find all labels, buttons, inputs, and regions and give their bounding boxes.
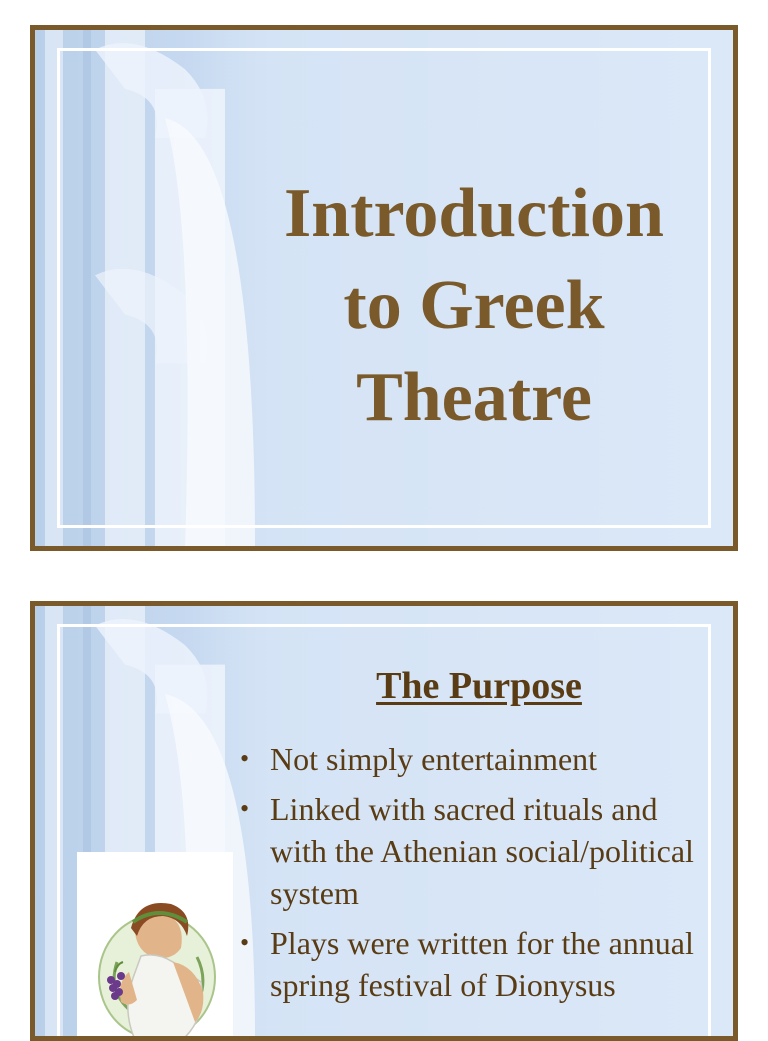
bullet-text: Linked with sacred rituals and with the Athenian social/political system [270, 791, 694, 911]
list-item [240, 788, 713, 914]
bullet-icon: • [240, 928, 250, 957]
title-line: Introduction [284, 175, 664, 252]
bullet-text: Plays were written for the annual spring festival of Dionysus [270, 925, 694, 1003]
title-slide [30, 25, 738, 551]
title-line: to Greek [343, 267, 605, 344]
purpose-slide [30, 601, 738, 1041]
slide-heading: The Purpose [376, 665, 582, 707]
bullet-icon: • [240, 744, 250, 773]
title-line: Theatre [356, 359, 592, 436]
bullet-list [240, 738, 713, 1014]
slide-title [245, 168, 703, 444]
dionysus-figure-icon [77, 852, 233, 1041]
list-item [240, 922, 713, 1006]
bullet-icon: • [240, 794, 250, 823]
list-item [240, 738, 713, 780]
bullet-text: Not simply entertainment [270, 741, 598, 777]
dionysus-illustration [77, 852, 233, 1041]
